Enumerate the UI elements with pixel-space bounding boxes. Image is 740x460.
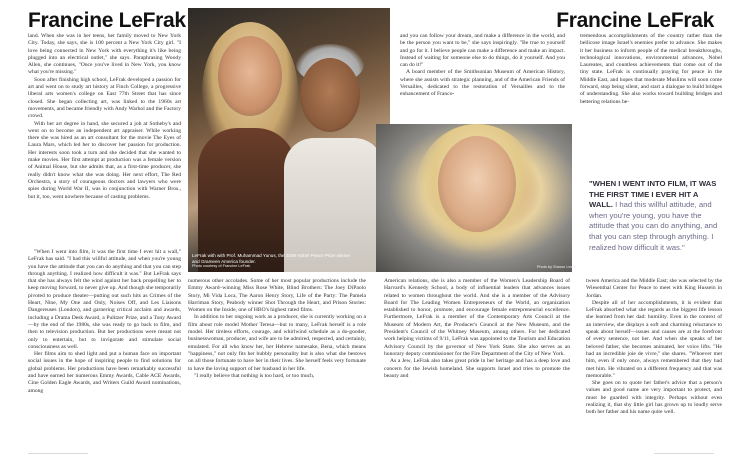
article-paragraph: Soon after finishing high school, LeFrak developed a passion for art and went on to study art history at Finch College, a progressive liberal arts women's college on East 77th Street that has since closed. She began collecting art, was linked to the 1960s art movements, and became friendly with Andy Warhol and the Factory crowd. — [28, 76, 181, 120]
article-paragraph: Her films aim to shed light and put a human face on important social issues in the hope of inspiring people to find solutions for global problems. Her productions have been remarkably successful and have earned her numerous Emmy Awards, Cable ACE Awards, Cine Golden Eagle Awards, and Writers Guild Award nominations, among — [28, 351, 181, 394]
article-paragraph: She goes on to quote her father's advice that a person's values and good name are very important to protect, and must be guarded with integrity. Perhaps without even realizing it, that shy little girl has grown up to loudly serve both her father and his name quite well. — [586, 380, 722, 416]
pull-quote-body: I had this willful attitude, and when you're young, you have the attitude that you can do anything, and that you can step through anything. I realized how difficult it was." — [589, 200, 718, 252]
article-paragraph: As a Jew, LeFrak also takes great pride in her heritage and has a deep love and concern for the Jewish homeland. She supports Israel and tries to promote the beauty and — [384, 358, 570, 379]
article-paragraph: "I really believe that nothing is too hard, or too much, — [194, 372, 315, 379]
photo-subject-face — [300, 58, 360, 132]
photo-lefrak-portrait — [376, 124, 572, 272]
photo-credit: Photo by Sharon Lewin — [537, 265, 577, 269]
article-paragraph: A board member of the Smithsonian Museum of American History, where she assists with strategic planning, and of the American Friends of Versailles, dedicated to the restoration of Versailles and to the enhancement of Franco- — [400, 69, 565, 98]
article-paragraph: With her art degree in hand, she secured a job at Sotheby's and went on to become an independent art appraiser. While working there she was hired as an art consultant for the movie The Eyes of Laura Mars, which led her to discover her passion for production. Her interests soon took a turn and she decided that she wanted to make movies. Her first attempt at production was a female version of Animal House, but she admits that, as a first-time producer, she really didn't know what she was doing. Her next effort, The Red Orchestra, a story of courageous doctors and lawyers who were spies during World War II, was in conjunction with Warner Bros., but it, too, went nowhere because of casting problems. — [28, 120, 181, 200]
pull-quote — [589, 179, 721, 253]
article-paragraph: Despite all of her accomplishments, it is evident that LeFrak absorbed what she regards as the biggest life lesson she learned from her dad: humility. Even in the context of an interview, she displays a soft and charming reluctance to speak about herself—issues and causes are at the forefront of every sentence, not her. And when she speaks of her beloved father, she becomes animated, her voice lifts. "He had an incredible joie de vivre," she shares. "Whoever met him, even if only once, always remembered that they had met him. He vibrated on a different frequency and that was memorable." — [586, 299, 722, 379]
article-paragraph: numerous other accolades. Some of her most popular productions include the Emmy Award–winning Miss Rose White, Blind Brothers: The Joey DiPaolo Story, Mi Vida Loca, The Aaron Henry Story, Life of the Party: The Pamela Harriman Story, Peabody winner Shot Through the Heart, and Prison Stories: Women on the Inside, one of HBO's highest rated films. — [188, 278, 366, 314]
article-column-3-top — [400, 33, 565, 99]
article-column-1-bottom — [28, 249, 181, 395]
article-column-3-bottom — [384, 278, 570, 380]
article-paragraph: and you can follow your dream, and make a difference in the world, and be the person you want to be," she says inspiringly. "Be true to yourself and go for it. I believe people can make a difference and make an impact. Instead of waiting for someone else to do things, do it yourself. And you can do it!" — [400, 33, 565, 69]
pull-quote-lead: "WHEN I WENT INTO FILM, IT WAS THE FIRST TIME I EVER HIT A WALL. — [589, 179, 717, 210]
article-paragraph: American relations, she is also a member of the Women's Leadership Board of Harvard's Kennedy School, a body of influential leaders that advances issues related to women throughout the world. And she is a member of the Advisory Board for The Leading Women Entrepreneurs of the World, an organization established to honor, promote, and encourage female entrepreneurial excellence. Furthermore, LeFrak is a member of the Contemporary Arts Council at the Museum of Modern Art, the Producer's Council at the New Museum, and the President's Council of the Whitney Museum, among others. For her dedicated work helping victims of 9/11, LeFrak was appointed to the Tourism and Education Advisory Council by the governor of New York State. She also serves as an honorary deputy commissioner for the Fire Department of the City of New York. — [384, 278, 570, 357]
article-column-4-top — [580, 33, 722, 106]
footer-rule-left — [28, 453, 88, 457]
page-title-left: Francine LeFrak — [28, 9, 186, 32]
photo-subject-dress — [198, 128, 296, 272]
article-paragraph: land. When she was in her teens, her family moved to New York City. Today, she says, she is 100 percent a New York City girl. "I love being connected in New York with everything it's like being plugged into an electrical outlet," she says. Paraphrasing Woody Allen, she continues, "Once you've lived in New York, you know what you're missing." — [28, 33, 181, 76]
footer-rule-right — [654, 453, 714, 457]
article-paragraph: tremendous accomplishments of the country rather than the bellicose image Israel's enemies prefer to advance. She makes it her business to inform people of the medical breakthroughs, technological innovations, environmental advances, Nobel Laureates, and countless achievements that come out of the tiny state. LeFrak is continually praying for peace in the Middle East, and hopes that moderate Muslims will soon come forward, stop being silent, and start a dialogue to build bridges of understanding. She also works toward building bridges and bettering relations be- — [580, 33, 722, 105]
page-title-right: Francine LeFrak — [556, 9, 714, 32]
photo-subject-face — [218, 36, 282, 116]
article-column-1-top — [28, 33, 181, 201]
photo-lefrak-with-yunus — [188, 8, 390, 272]
photo-credit: Photo courtesy of Francine LeFrak — [192, 264, 251, 268]
article-column-2 — [188, 278, 366, 380]
article-paragraph: tween America and the Middle East; she was selected by the Wiesenthal Center for Peace to meet with King Hussein in Jordan. — [586, 278, 722, 299]
article-paragraph: "When I went into film, it was the first time I ever hit a wall," LeFrak has said. "I had this willful attitude, and when you're young you have the attitude that you can do anything and that you can step through anything. I realized how difficult it was." But LeFrak says that she has always felt the wind against her back propelling her to keep moving forward, to never give up. And though she temporarily pivoted to produce theater—putting out such hits as Crimes of the Heart, Nine, My One and Only, Noises Off, and Les Liaisons Dangereuses (London), and garnering critical acclaim and awards, including a Drama Desk Award, a Pulitzer Prize, and a Tony Award—by the end of the 1980s, she was ready to go back to film, and then to television production. But her productions were meant not only to entertain, but to invigorate and stimulate social consciousness as well. — [28, 249, 181, 350]
article-paragraph: In addition to her ongoing work as a producer, she is currently working on a film about role model Mother Teresa—but to many, LeFrak herself is a role model. Her tireless efforts, courage, and whirlwind schedule as a do-gooder, businesswoman, producer, and wife are to be admired, respected, and certainly, emulated. For all who know her, her Hebrew namesake, Bena, which means "happiness," not only fits her bubbly personality but is also what she bestows on all those fortunate to have her in their lives. She herself feels very fortunate to have the loving support of her husband in her life. — [188, 314, 366, 372]
photo-subject-shirt — [284, 138, 384, 272]
photo-caption: LeFrak with with Prof. Muhammad Yunus, the 2006 Nobel Peace Prize winner and Grameen America founder. — [192, 253, 351, 264]
photo-subject-face — [438, 136, 516, 232]
article-column-4-bottom — [586, 278, 722, 417]
